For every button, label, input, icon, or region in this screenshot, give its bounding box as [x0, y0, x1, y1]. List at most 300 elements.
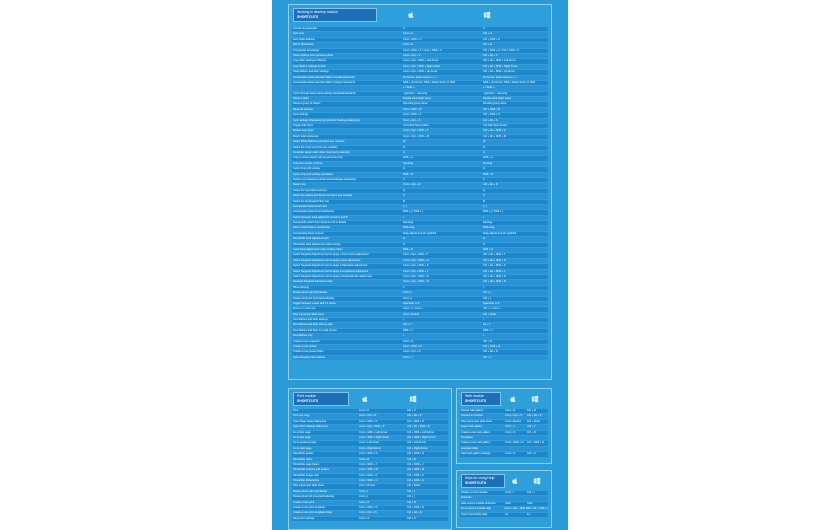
shortcut-win-keys: Ctrl + Left Arrow — [407, 441, 426, 445]
shortcut-win-keys: Ctrl + Shift + P — [407, 419, 424, 423]
shortcut-row — [460, 409, 548, 413]
shortcut-row — [292, 345, 548, 349]
shortcut-row — [292, 189, 548, 193]
shortcut-win-keys: Ctrl + Alt + Shift + T — [483, 253, 506, 257]
shortcut-row — [292, 232, 548, 236]
shortcut-action: Print one copy — [293, 414, 310, 418]
shortcut-win-keys: Ctrl + Alt + R — [483, 183, 498, 187]
shortcut-action: Switch crop between portrait and landscape orientation — [293, 177, 357, 181]
shortcut-win-keys: Ctrl + ] — [483, 291, 491, 295]
shortcut-action: Go to first page — [293, 430, 311, 434]
web-subtitle: SHORTCUTS — [465, 398, 487, 403]
shortcut-win-keys: Ctrl + Shift + R — [483, 107, 501, 111]
shortcut-row — [292, 108, 548, 112]
shortcut-win-keys: / — [483, 215, 484, 219]
shortcut-row — [292, 173, 548, 177]
shortcut-mac-keys: Cmd-click Sync button — [403, 124, 429, 128]
shortcut-mac-keys: Cmd + N — [359, 500, 370, 504]
shortcut-action: Select Targeted Adjustment tool to apply a Saturation adjustment — [293, 264, 368, 268]
shortcut-mac-keys: Cmd + S — [359, 516, 370, 520]
shortcut-row — [292, 468, 448, 472]
shortcut-action: Reset a slider — [293, 97, 309, 101]
shortcut-action: Show clipping — [293, 285, 310, 289]
shortcut-mac-keys: Shift + ] / Shift + [ — [403, 210, 423, 214]
shortcut-win-keys: Ctrl + Shift + K — [407, 473, 424, 477]
shortcut-row — [292, 183, 548, 187]
shortcut-row — [292, 43, 548, 47]
shortcut-win-keys: Ctrl + J — [483, 355, 492, 359]
shortcut-mac-keys: Cmd + Shift + K — [359, 473, 378, 477]
shortcut-row — [292, 323, 548, 327]
shortcut-row — [292, 32, 548, 36]
shortcut-win-keys: Ctrl + Enter — [407, 484, 421, 488]
shortcut-mac-keys: Drag adjustment pin right/left — [403, 231, 437, 235]
shortcut-row — [292, 81, 548, 85]
shortcut-mac-keys: Cmd + Shift + G — [359, 452, 378, 456]
windows-icon — [409, 395, 417, 403]
shortcut-action: Show/hide guides — [293, 452, 314, 456]
shortcut-row — [292, 226, 548, 230]
shortcut-mac-keys: Cmd + Shift + R — [403, 107, 422, 111]
shortcut-win-keys: Alt-drag — [483, 161, 493, 165]
shortcut-win-keys: Ctrl + Alt + P — [527, 414, 542, 418]
shortcut-action: Create a new print — [293, 500, 315, 504]
shortcut-mac-keys: Opt + Y — [403, 323, 412, 327]
shortcut-action: Show/hide page bleed — [293, 462, 319, 466]
shortcut-win-keys: Shift + A — [483, 156, 493, 160]
shortcut-mac-keys: Cmd + Opt + Shift + N — [403, 280, 429, 284]
shortcut-win-keys: R — [483, 145, 485, 149]
shortcut-win-keys: Drag adjustment pin right/left — [483, 231, 517, 235]
shortcut-action: Increase/decrease brush size — [293, 204, 327, 208]
shortcut-action: template folder — [461, 446, 479, 450]
shortcut-action: Select the Graduated Filter tool — [293, 199, 329, 203]
shortcut-win-keys — [526, 496, 548, 500]
shortcut-action: Constrain aspect ratio when Crop tool is selected — [293, 150, 350, 154]
shortcut-mac-keys: Cmd + / — [505, 491, 515, 494]
shortcut-row — [292, 167, 548, 171]
shortcut-action: Select White Balance tool (from any module) — [293, 140, 345, 144]
shortcut-action: Go to previous page — [293, 441, 317, 445]
shortcut-row — [292, 350, 548, 354]
shortcut-row — [292, 420, 448, 424]
shortcut-action: Match total exposures — [293, 134, 319, 138]
shortcut-win-keys: Shift + Y — [483, 328, 493, 332]
shortcut-row — [292, 205, 548, 209]
shortcut-row — [292, 49, 548, 53]
shortcut-win-keys: Ctrl + N — [407, 500, 416, 504]
shortcut-mac-keys: Cmd + S — [505, 452, 516, 456]
shortcut-win-keys: Ctrl + R — [527, 409, 536, 412]
shortcut-row — [292, 447, 448, 451]
shortcut-action: Create a new snapshot — [293, 339, 320, 343]
shortcut-row — [292, 270, 548, 274]
shortcut-row — [292, 54, 548, 58]
shortcut-action: Create a new preset — [293, 345, 317, 349]
shortcut-win-keys: W — [483, 140, 486, 144]
shortcut-mac-keys: A — [403, 150, 405, 154]
shortcut-mac-keys: Cmd + Opt + Shift + G — [403, 274, 429, 278]
shortcut-mac-keys: Shift + A — [403, 156, 413, 160]
shortcut-row — [292, 135, 548, 139]
shortcut-mac-keys: Cmd + Shift + Left Arrow — [359, 430, 388, 434]
shortcut-mac-keys: Cmd + Shift + N — [505, 441, 524, 445]
shortcut-action: Play impromptu slide show — [293, 484, 324, 488]
help-header — [457, 471, 551, 493]
shortcut-action: Cycle local adjustment mask overlay colors — [293, 248, 343, 252]
shortcut-mac-keys: Cmd + Opt + Shift + A — [403, 129, 429, 133]
shortcut-row — [460, 491, 548, 495]
shortcut-row — [460, 452, 548, 456]
shortcut-win-keys: Ctrl-click Sync button — [483, 124, 508, 128]
shortcut-mac-keys — [504, 436, 526, 440]
shortcut-row — [292, 511, 448, 515]
shortcut-win-keys: Up Arrow / Down Arrow or + / - — [483, 75, 519, 79]
shortcut-action: Save web gallery settings — [461, 452, 491, 456]
shortcut-action: Sync settings — [293, 113, 309, 117]
shortcut-win-keys: J — [483, 285, 485, 289]
shortcut-win-keys: Ctrl + Enter — [483, 312, 497, 316]
shortcut-mac-keys: W — [403, 140, 406, 144]
shortcut-row — [460, 436, 548, 440]
shortcut-mac-keys: Cmd + Opt + N — [359, 511, 377, 515]
shortcut-win-keys: Ctrl + [ — [483, 296, 491, 300]
shortcut-row — [292, 297, 548, 301]
shortcut-action: Select the Crop tool (from any module) — [293, 145, 338, 149]
shortcut-action: Show/hide margins and gutters — [293, 468, 329, 472]
shortcut-row — [460, 502, 548, 506]
shortcut-row — [292, 237, 548, 241]
shortcut-win-keys: O — [483, 167, 486, 171]
shortcut-win-keys: Ctrl + J — [527, 425, 536, 429]
shortcut-mac-keys: Q — [403, 188, 406, 192]
shortcut-action: Select Targeted Adjustment tool to apply a Tone Curve adjustment — [293, 253, 369, 257]
shortcut-mac-keys: Cmd + N — [505, 430, 516, 434]
shortcut-action: Reload web gallery — [461, 409, 484, 412]
shortcut-mac-keys: Cmd + U — [403, 32, 414, 36]
shortcut-win-keys: Ctrl + Alt + N — [407, 511, 422, 515]
shortcut-action: Enable Auto Sync — [293, 129, 314, 133]
shortcut-action: Auto white balance — [293, 37, 315, 41]
shortcut-mac-keys: Cmd + Return — [505, 419, 522, 423]
shortcut-action: Temporarily switch from brush A or B to Eraser — [293, 221, 347, 225]
shortcut-row — [292, 216, 548, 220]
shortcut-win-keys — [526, 436, 548, 440]
shortcut-win-keys: X — [483, 177, 485, 181]
shortcut-row — [292, 92, 548, 96]
windows-icon — [533, 477, 541, 485]
shortcut-mac-keys: \ — [403, 334, 404, 338]
shortcut-win-keys: Shift + O — [483, 172, 494, 176]
shortcut-win-keys: Ctrl + U — [483, 32, 492, 36]
print-subtitle: SHORTCUTS — [297, 398, 319, 403]
shortcut-row — [292, 441, 448, 445]
shortcut-row — [292, 517, 448, 521]
help-title: Keys for using Help — [465, 476, 495, 480]
shortcut-row — [292, 248, 548, 252]
shortcut-action: Save print settings — [293, 516, 315, 520]
shortcut-action: Create a new web gallery — [461, 430, 491, 434]
shortcut-mac-keys: Up Arrow / Down Arrow or + / - — [403, 75, 439, 79]
shortcut-win-keys: Ctrl + Shift + G — [407, 452, 425, 456]
shortcut-action: Select the Adjustment Brush tool (from any module) — [293, 194, 353, 198]
shortcut-row — [292, 76, 548, 80]
shortcut-action: Increase/decrease selected slider in small increments — [293, 75, 355, 79]
shortcut-win-keys: Alt-drag — [483, 221, 493, 225]
shortcut-action: Create a new preset folder — [293, 350, 324, 354]
apple-icon — [511, 477, 519, 485]
shortcut-action: Copy/paste all settings — [293, 48, 320, 52]
shortcut-action: Go to last page — [293, 435, 311, 439]
shortcut-win-keys: Ctrl + S — [527, 452, 536, 456]
shortcut-mac-keys: Shift-drag — [403, 226, 415, 230]
windows-icon — [483, 11, 491, 19]
web-header — [457, 389, 551, 411]
apple-icon — [509, 395, 517, 403]
shortcut-mac-keys: Cmd + Shift + J — [359, 462, 377, 466]
shortcut-action: Toggle between Loupe and 1:1 views — [293, 301, 336, 305]
shortcut-row — [292, 124, 548, 128]
shortcut-action: Rotate photo left (counterclockwise) — [293, 495, 335, 499]
shortcut-mac-keys: Cmd + P — [359, 409, 370, 412]
shortcut-mac-keys: Cmd + Opt + Shift + M — [403, 134, 429, 138]
shortcut-action: Show/hide local adjustment mask overlay — [293, 242, 341, 246]
shortcut-mac-keys: Cmd + Shift + Right Arrow — [359, 435, 389, 439]
shortcut-row — [292, 97, 548, 101]
shortcut-row — [292, 65, 548, 69]
shortcut-row — [292, 431, 448, 435]
shortcut-win-keys: Ctrl + Alt + Shift + Right Arrow — [483, 64, 518, 68]
shortcut-action: Show/hide local adjustment pin — [293, 237, 329, 241]
shortcut-mac-keys — [504, 496, 526, 500]
shortcut-action: Show/hide image cells — [293, 473, 319, 477]
shortcut-mac-keys: Cmd + Opt + P — [505, 414, 523, 418]
shortcut-win-keys: Ctrl + Shift + N — [483, 345, 501, 349]
shortcut-mac-keys: O — [403, 242, 406, 246]
shortcut-win-keys: Alt + Y — [483, 323, 491, 327]
shortcut-mac-keys: R — [403, 145, 405, 149]
apple-icon — [407, 11, 415, 19]
shortcut-win-keys: Ctrl + R — [407, 457, 416, 461]
shortcut-row — [460, 431, 548, 435]
shortcut-win-keys: Ctrl + ] — [407, 489, 415, 493]
shortcut-win-keys: H — [483, 237, 485, 241]
shortcut-mac-keys: Cmd + Return — [403, 312, 420, 316]
shortcut-mac-keys: Cmd + J — [505, 425, 515, 429]
shortcut-mac-keys: Cmd + Shift + N — [403, 345, 422, 349]
shortcut-mac-keys: Cmd + Shift + P — [359, 419, 378, 423]
shortcut-row — [292, 264, 548, 268]
shortcut-action: Crop from center of photo — [293, 161, 323, 165]
shortcut-action: View Before and After in a split screen — [293, 328, 337, 332]
shortcut-win-keys: Ctrl + Shift + U — [483, 37, 501, 41]
shortcut-row — [292, 38, 548, 42]
shortcut-mac-keys: Cmd + J — [403, 355, 413, 359]
shortcut-mac-keys: \ — [403, 318, 404, 322]
shortcut-row — [292, 463, 448, 467]
develop-title: Working in develop module — [297, 10, 338, 14]
shortcut-action: Export web gallery — [461, 425, 483, 429]
shortcut-row — [292, 340, 548, 344]
print-title: Print module — [297, 394, 317, 398]
shortcut-mac-keys: Shift + Y — [403, 328, 413, 332]
shortcut-mac-keys: Cmd + Opt + Shift + Up Arrow — [403, 70, 438, 74]
shortcut-win-keys: Ctrl + Alt + Shift + N — [483, 280, 506, 284]
shortcut-row — [292, 221, 548, 225]
shortcut-mac-keys: Cmd + Opt + Shift + H — [403, 258, 429, 262]
shortcut-mac-keys: F1 — [505, 512, 509, 516]
shortcut-row — [292, 146, 548, 150]
shortcut-win-keys: Ctrl + Shift + C / Ctrl + Shift + V — [483, 48, 520, 52]
web-rows — [460, 409, 548, 458]
shortcuts-poster — [272, 0, 568, 530]
shortcut-action: Swap Before and After settings — [293, 70, 329, 74]
shortcut-action: Reset crop — [293, 183, 306, 187]
shortcut-action: Open Print Settings dialog box — [293, 425, 329, 429]
shortcut-mac-keys: Cmd + Shift + U — [403, 37, 422, 41]
shortcut-action: View Before only — [293, 334, 313, 338]
shortcut-mac-keys: Cmd + Opt + S — [403, 118, 421, 122]
shortcut-mac-keys: Double-click slider name — [403, 97, 432, 101]
shortcut-row — [292, 356, 548, 360]
shortcut-mac-keys: Click — [505, 501, 511, 505]
web-title-box — [461, 392, 501, 406]
shortcut-action: Sync settings (bypassing Synchronize Settings dialog box) — [293, 118, 361, 122]
shortcut-win-keys: Ctrl + / — [527, 491, 535, 494]
shortcut-action: Toggle Auto Sync — [293, 124, 314, 128]
shortcut-row — [292, 140, 548, 144]
shortcut-mac-keys: Cmd + Opt + P — [359, 414, 377, 418]
shortcut-win-keys: Ctrl + S — [407, 516, 416, 520]
shortcut-row — [292, 479, 448, 483]
shortcut-win-keys: K — [483, 194, 485, 198]
shortcut-row — [292, 162, 548, 166]
shortcut-row — [292, 506, 448, 510]
develop-subtitle: SHORTCUTS — [297, 14, 319, 19]
shortcut-action: Auto tone — [293, 32, 305, 36]
print-rows — [292, 409, 448, 522]
shortcut-mac-keys: O — [403, 167, 406, 171]
shortcut-row — [292, 151, 548, 155]
shortcut-row — [292, 129, 548, 133]
shortcut-action: Zoom in / zoom out — [293, 307, 316, 311]
shortcut-action: shortcuts — [461, 496, 472, 500]
shortcut-action: Increase/decrease brush feathering — [293, 210, 334, 214]
shortcut-action: Hide current module shortcuts — [461, 501, 496, 505]
develop-title-box — [293, 8, 377, 22]
shortcut-action: View Before and After side-by-side — [293, 323, 333, 327]
shortcut-action: Convert to grayscale — [293, 27, 317, 30]
shortcut-win-keys: + / Shift + - — [483, 86, 496, 90]
shortcut-mac-keys: Cmd + ] — [403, 291, 413, 295]
shortcut-mac-keys: Cmd + ] — [359, 489, 369, 493]
shortcut-win-keys: Ctrl + E — [483, 43, 492, 47]
shortcut-win-keys: Ctrl + Alt + Shift + G — [483, 274, 506, 278]
shortcut-mac-keys: ] / [ — [403, 204, 407, 208]
shortcut-row — [292, 86, 548, 90]
shortcut-win-keys: \ — [483, 318, 484, 322]
help-rows — [460, 491, 548, 518]
shortcut-win-keys: Ctrl + Alt + S — [483, 118, 498, 122]
shortcut-win-keys: Q — [483, 188, 486, 192]
shortcut-win-keys: Ctrl + Right Arrow — [407, 446, 428, 450]
help-subtitle: SHORTCUTS — [465, 480, 487, 485]
shortcut-mac-keys: Cmd + [ — [403, 296, 413, 300]
shortcut-win-keys: Ctrl + Alt + Shift + S — [483, 264, 506, 268]
shortcut-win-keys: Spacebar or Z — [483, 301, 500, 305]
shortcut-row — [292, 495, 448, 499]
shortcut-mac-keys: Cmd + N — [403, 339, 414, 343]
shortcut-win-keys: Shift + Up Arrow / Shift + Down Arrow or Shift — [483, 80, 536, 84]
shortcut-win-keys: Ctrl + Alt + Shift + Up Arrow — [483, 70, 515, 74]
shortcut-mac-keys — [504, 447, 526, 451]
shortcut-action: Preview in browser — [461, 414, 483, 418]
shortcut-action: Open Community Help — [461, 512, 488, 516]
shortcut-win-keys: Ctrl + Alt + V — [483, 53, 498, 57]
shortcut-action: Rotate photo right (clockwise) — [293, 291, 328, 295]
shortcut-row — [460, 441, 548, 445]
shortcut-row — [292, 484, 448, 488]
shortcut-action: Select Targeted Adjustment tool to apply a Grayscale Mix adjustment — [293, 274, 372, 278]
shortcut-win-keys: Ctrl + Shift + Right Arrow — [407, 435, 436, 439]
shortcut-action: Paint a horizontal or vertical line — [293, 226, 330, 230]
shortcut-action: Show/hide dimensions — [293, 479, 319, 483]
shortcut-mac-keys: Cmd + Right Arrow — [359, 446, 381, 450]
shortcut-win-keys: Ctrl + [ — [407, 495, 415, 499]
shortcut-win-keys: Ctrl + Alt + Shift + M — [483, 134, 507, 138]
shortcut-mac-keys: Cmd + Opt + N — [403, 350, 421, 354]
shortcut-win-keys: \ — [483, 334, 484, 338]
shortcut-row — [292, 414, 448, 418]
shortcut-win-keys: Ctrl + Alt + Shift + L — [483, 269, 506, 273]
shortcut-row — [292, 102, 548, 106]
shortcut-mac-keys: . (period) / , (comma) — [403, 91, 428, 95]
develop-header — [289, 5, 551, 27]
shortcut-mac-keys: Cmd + Shift + S — [403, 113, 422, 117]
windows-icon — [531, 395, 539, 403]
shortcut-action: Play impromptu slide show — [293, 312, 324, 316]
shortcut-action: Play impromptu slide show — [461, 419, 492, 423]
shortcut-row — [292, 329, 548, 333]
shortcut-action: Go to current module help — [461, 507, 491, 511]
shortcut-win-keys: Ctrl + Shift + Left Arrow — [407, 430, 434, 434]
shortcut-win-keys: Ctrl + Alt + N — [483, 350, 498, 354]
shortcut-win-keys: Double-click slider name — [483, 97, 512, 101]
shortcut-action: Show/hide rulers — [293, 457, 313, 461]
shortcut-win-keys: Ctrl + = / Ctrl + - — [483, 307, 502, 311]
shortcut-win-keys: Ctrl + Alt + Shift + H — [483, 258, 506, 262]
shortcut-mac-keys: Cmd + Opt + Shift + T — [403, 253, 429, 257]
shortcut-mac-keys: Cmd + Opt + Shift + P — [359, 425, 385, 429]
shortcut-action: Cycle Crop grid overlay — [293, 167, 320, 171]
shortcut-mac-keys: Cmd + Opt + Shift + Left Arrow — [403, 59, 439, 63]
shortcut-action: Create a new web gallery — [461, 441, 491, 445]
shortcut-row — [292, 458, 448, 462]
apple-icon — [361, 395, 369, 403]
shortcut-mac-keys: Cmd + Shift + N — [359, 506, 378, 510]
shortcut-win-keys: Ctrl + P — [407, 409, 416, 412]
shortcut-mac-keys: Shift + O — [403, 172, 414, 176]
shortcut-mac-keys: K — [403, 194, 405, 198]
shortcut-row — [292, 253, 548, 257]
shortcut-action: Deselect Targeted Adjustment tool — [293, 280, 333, 284]
shortcut-win-keys: Ctrl + Shift + M — [407, 468, 425, 472]
shortcut-win-keys: ] / [ — [483, 204, 487, 208]
shortcut-mac-keys: Cmd + Left Arrow — [359, 441, 380, 445]
shortcut-mac-keys: Cmd + Opt + V — [403, 53, 421, 57]
shortcut-action: Edit in Photoshop — [293, 43, 314, 47]
shortcut-win-keys: Ctrl + Alt + Shift + / — [526, 507, 548, 511]
